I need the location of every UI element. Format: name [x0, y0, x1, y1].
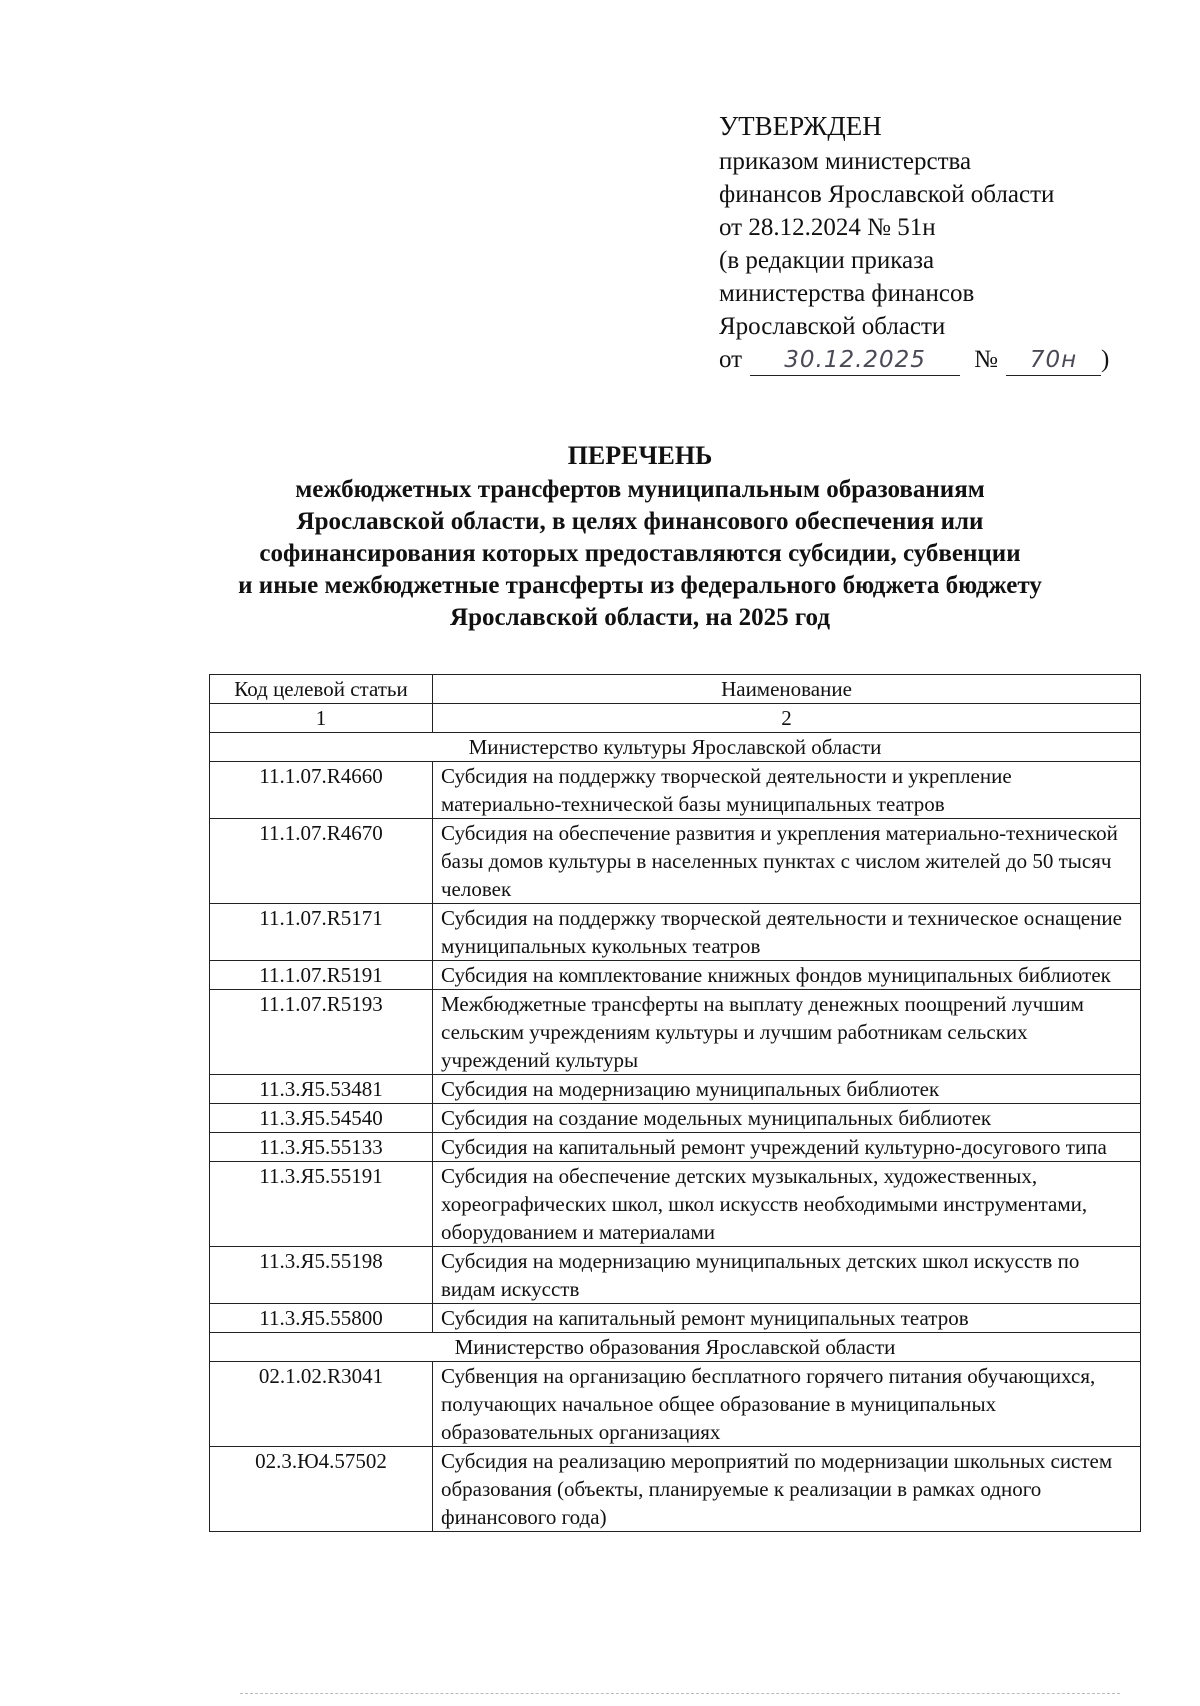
document-title	[190, 440, 1090, 634]
table-row	[210, 819, 1141, 904]
row-name: Субвенция на организацию бесплатного горячего питания обучающихся, получающих начальное общее образование в муниципальных образовательных организациях	[433, 1362, 1141, 1447]
row-name: Субсидия на обеспечение развития и укрепления материально-технической базы домов культуры в населенных пунктах с числом жителей до 50 тысяч человек	[433, 819, 1141, 904]
department-row	[210, 733, 1141, 762]
approval-line: финансов Ярославской области	[719, 181, 1055, 208]
column-number-row	[210, 704, 1141, 733]
handwritten-date: 30.12.2025	[784, 347, 926, 373]
close-paren: )	[1100, 346, 1110, 373]
department-name: Министерство культуры Ярославской области	[210, 733, 1141, 762]
title-main: ПЕРЕЧЕНЬ	[567, 441, 713, 470]
row-code: 11.1.07.R4660	[210, 762, 433, 819]
transfers-table	[209, 674, 1141, 1532]
table-row	[210, 762, 1141, 819]
approval-line: министерства финансов	[719, 280, 975, 307]
table-row	[210, 990, 1141, 1075]
table-row	[210, 904, 1141, 961]
handwritten-number: 70н	[1029, 347, 1078, 373]
title-line: Ярославской области, на 2025 год	[450, 604, 830, 631]
column-number: 2	[433, 704, 1141, 733]
approval-line: Ярославской области	[719, 313, 946, 340]
row-code: 11.1.07.R5171	[210, 904, 433, 961]
department-row	[210, 1333, 1141, 1362]
column-number: 1	[210, 704, 433, 733]
table-row	[210, 1447, 1141, 1532]
row-code: 11.3.Я5.55191	[210, 1162, 433, 1247]
row-name: Субсидия на поддержку творческой деятельности и техническое оснащение муниципальных кукольных театров	[433, 904, 1141, 961]
approval-heading: УТВЕРЖДЕН	[719, 111, 882, 141]
row-code: 11.1.07.R5191	[210, 961, 433, 990]
row-name: Субсидия на обеспечение детских музыкальных, художественных, хореографических школ, школ искусств необходимыми инструментами, оборудованием и материалами	[433, 1162, 1141, 1247]
row-code: 11.1.07.R4670	[210, 819, 433, 904]
from-label: от	[719, 346, 743, 373]
approval-block	[719, 110, 1159, 376]
table-row	[210, 1162, 1141, 1247]
row-code: 02.1.02.R3041	[210, 1362, 433, 1447]
table-row	[210, 1304, 1141, 1333]
row-name: Субсидия на капитальный ремонт муниципальных театров	[433, 1304, 1141, 1333]
approval-line: приказом министерства	[719, 148, 972, 175]
row-name: Субсидия на реализацию мероприятий по модернизации школьных систем образования (объекты, планируемые к реализации в рамках одного финансового года)	[433, 1447, 1141, 1532]
row-code: 11.3.Я5.55133	[210, 1133, 433, 1162]
approval-line: (в редакции приказа	[719, 247, 935, 274]
handwritten-number-field	[1006, 345, 1101, 376]
row-name: Субсидия на комплектование книжных фондов муниципальных библиотек	[433, 961, 1141, 990]
title-line: софинансирования которых предоставляются субсидии, субвенции	[259, 540, 1021, 567]
approval-line: от 28.12.2024 № 51н	[719, 214, 936, 241]
row-name: Межбюджетные трансферты на выплату денежных поощрений лучшим сельским учреждениям культуры и лучшим работникам сельских учреждений культуры	[433, 990, 1141, 1075]
row-code: 02.3.Ю4.57502	[210, 1447, 433, 1532]
row-code: 11.1.07.R5193	[210, 990, 433, 1075]
title-line: и иные межбюджетные трансферты из федерального бюджета бюджету	[238, 572, 1042, 599]
table-header-row	[210, 675, 1141, 704]
table-row	[210, 1247, 1141, 1304]
number-sign: №	[974, 346, 998, 373]
row-name: Субсидия на модернизацию муниципальных детских школ искусств по видам искусств	[433, 1247, 1141, 1304]
row-name: Субсидия на поддержку творческой деятельности и укрепление материально-технической базы муниципальных театров	[433, 762, 1141, 819]
row-name: Субсидия на модернизацию муниципальных библиотек	[433, 1075, 1141, 1104]
department-name: Министерство образования Ярославской области	[210, 1333, 1141, 1362]
row-name: Субсидия на создание модельных муниципальных библиотек	[433, 1104, 1141, 1133]
table-row	[210, 1362, 1141, 1447]
header-code: Код целевой статьи	[210, 675, 433, 704]
scan-edge-line	[240, 1693, 1120, 1695]
title-line: Ярославской области, в целях финансового обеспечения или	[296, 508, 984, 535]
table-row	[210, 1104, 1141, 1133]
table-row	[210, 1133, 1141, 1162]
amendment-date-line	[719, 343, 1109, 376]
handwritten-date-field	[750, 345, 960, 376]
table-row	[210, 961, 1141, 990]
row-name: Субсидия на капитальный ремонт учреждений культурно-досугового типа	[433, 1133, 1141, 1162]
row-code: 11.3.Я5.53481	[210, 1075, 433, 1104]
title-line: межбюджетных трансфертов муниципальным образованиям	[295, 476, 985, 503]
row-code: 11.3.Я5.55800	[210, 1304, 433, 1333]
row-code: 11.3.Я5.55198	[210, 1247, 433, 1304]
header-name: Наименование	[433, 675, 1141, 704]
table-row	[210, 1075, 1141, 1104]
row-code: 11.3.Я5.54540	[210, 1104, 433, 1133]
